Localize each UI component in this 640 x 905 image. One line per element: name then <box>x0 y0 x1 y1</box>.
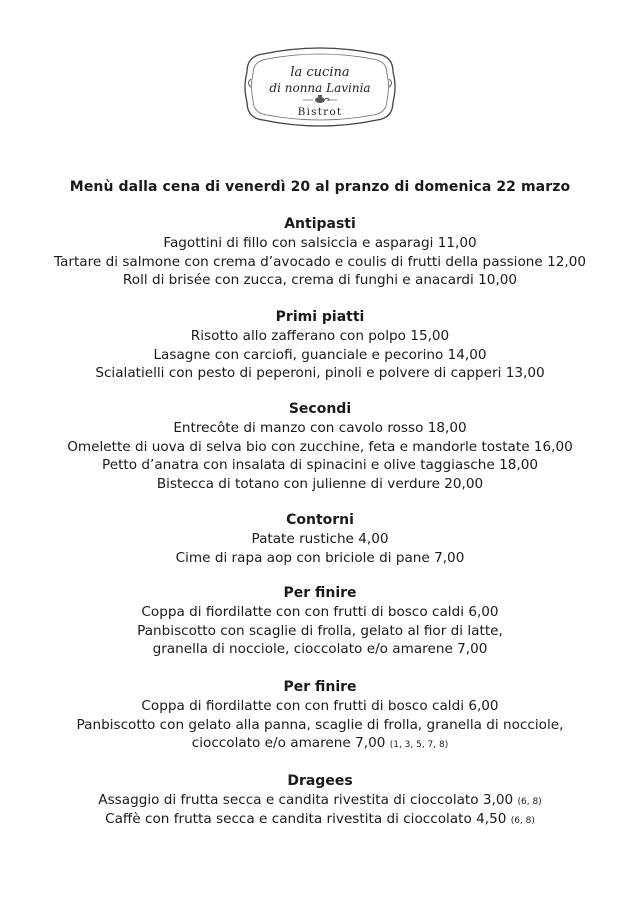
menu-item <box>0 734 640 753</box>
menu-item <box>0 475 640 494</box>
menu-item <box>0 530 640 549</box>
menu-headline: Menù dalla cena di venerdì 20 al pranzo di domenica 22 marzo <box>69 179 571 195</box>
logo-line-2: di nonna Lavinia <box>269 81 371 95</box>
menu-item-text: Roll di brisée con zucca, crema di funghi e anacardi 10,00 <box>122 272 518 288</box>
menu-item <box>0 346 640 365</box>
menu-item-text: cioccolato e/o amarene 7,00 <box>191 735 386 751</box>
allergen-codes: (6, 8) <box>510 815 535 826</box>
menu-item <box>0 810 640 829</box>
menu-item-text: Caffè con frutta secca e candita rivestita di cioccolato 4,50 <box>105 810 507 827</box>
section-title: Per finire <box>283 585 357 601</box>
menu-item-text: Coppa di fiordilatte con con frutti di bosco caldi 6,00 <box>141 698 499 714</box>
menu-section <box>0 510 640 567</box>
section-title: Primi piatti <box>275 309 365 325</box>
section-title: Per finire <box>283 679 357 695</box>
menu-item <box>0 622 640 641</box>
menu-item-text: Tartare di salmone con crema d’avocado e coulis di frutti della passione 12,00 <box>54 253 586 270</box>
menu-item <box>0 603 640 622</box>
menu-item <box>0 438 640 457</box>
menu-item <box>0 419 640 438</box>
section-title: Dragees <box>287 773 353 789</box>
section-title: Secondi <box>288 401 352 417</box>
teapot-icon <box>303 95 337 103</box>
menu-item <box>0 549 640 568</box>
menu-item-text: Lasagne con carciofi, guanciale e pecorino 14,00 <box>153 346 487 363</box>
menu-item-text: Fagottini di fillo con salsiccia e asparagi 11,00 <box>163 235 477 251</box>
menu-item <box>0 364 640 383</box>
menu-section <box>0 307 640 383</box>
section-title: Contorni <box>286 512 354 528</box>
menu-item-text: Cime di rapa aop con briciole di pane 7,00 <box>175 549 465 566</box>
menu-item <box>0 640 640 659</box>
menu-item-text: Assaggio di frutta secca e candita rivestita di cioccolato 3,00 <box>98 792 514 808</box>
menu-section <box>0 771 640 828</box>
menu-item-text: Panbiscotto con scaglie di frolla, gelato al fior di latte, <box>137 622 503 639</box>
menu-item-text: Scialatielli con pesto di peperoni, pinoli e polvere di capperi 13,00 <box>95 365 545 381</box>
menu-section <box>0 399 640 493</box>
logo-line-1: la cucina <box>290 65 350 80</box>
menu-item-text: Risotto allo zafferano con polpo 15,00 <box>190 328 450 344</box>
menu-item-text: Patate rustiche 4,00 <box>251 531 389 547</box>
logo-tagline: Bistrot <box>297 106 343 118</box>
menu-item <box>0 253 640 272</box>
menu-item-text: Panbiscotto con gelato alla panna, scaglie di frolla, granella di nocciole, <box>76 716 564 733</box>
menu-item-text: Bistecca di totano con julienne di verdure 20,00 <box>156 475 484 492</box>
menu-item-text: Petto d’anatra con insalata di spinacini e olive taggiasche 18,00 <box>102 457 538 473</box>
menu-item <box>0 456 640 475</box>
section-title: Antipasti <box>284 216 356 232</box>
menu-item-text: granella di nocciole, cioccolato e/o amarene 7,00 <box>152 641 488 657</box>
menu-section <box>0 677 640 753</box>
menu-section <box>0 214 640 290</box>
menu-item <box>0 791 640 810</box>
allergen-codes: (6, 8) <box>517 797 542 807</box>
restaurant-logo <box>243 44 397 130</box>
allergen-codes: (1, 3, 5, 7, 8) <box>389 740 449 750</box>
logo-badge <box>243 44 397 130</box>
menu-item-text: Coppa di fiordilatte con con frutti di bosco caldi 6,00 <box>141 604 499 620</box>
menu-item <box>0 327 640 346</box>
menu-item <box>0 234 640 253</box>
menu-item-text: Omelette di uova di selva bio con zucchine, feta e mandorle tostate 16,00 <box>67 438 573 455</box>
menu-item <box>0 271 640 290</box>
menu-item-text: Entrecôte di manzo con cavolo rosso 18,00 <box>173 420 467 436</box>
menu-section <box>0 583 640 659</box>
menu-item <box>0 697 640 716</box>
menu-item <box>0 716 640 735</box>
